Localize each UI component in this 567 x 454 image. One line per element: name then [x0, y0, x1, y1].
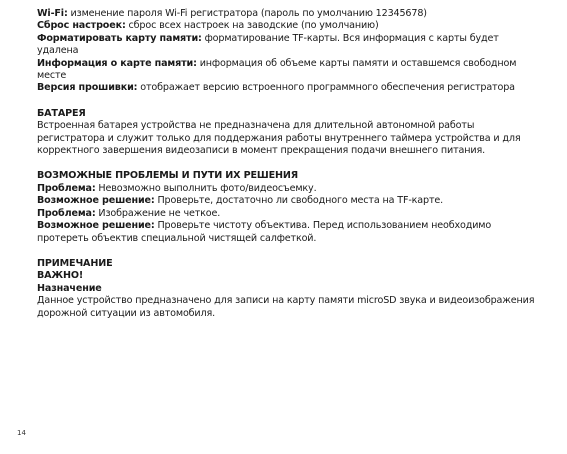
- solution-text: Проверьте чистоту объектива. Перед использованием необходимо протереть объектив специальной чистящей салфеткой.: [37, 220, 492, 244]
- setting-term: Сброс настроек:: [37, 20, 126, 32]
- solution-item: [37, 195, 537, 207]
- solution-text: Проверьте, достаточно ли свободного места на TF-карте.: [154, 195, 444, 207]
- setting-term: Wi-Fi:: [37, 8, 68, 19]
- important-heading: ВАЖНО!: [37, 270, 84, 282]
- setting-term: Информация о карте памяти:: [37, 57, 197, 69]
- troubleshooting-section: [37, 170, 537, 244]
- problem-item: [37, 183, 537, 195]
- setting-description: информация об объеме карты памяти и оставшемся свободном месте: [37, 57, 517, 82]
- battery-heading: БАТАРЕЯ: [37, 107, 86, 119]
- battery-text: Встроенная батарея устройства не предназначена для длительной автономной работы регистратора и служит только для поддержания работы внутреннего таймера устройства и для корректного завершения видеозаписи в момент прекращения подачи внешнего питания.: [37, 120, 521, 157]
- settings-list: [37, 8, 537, 95]
- purpose-text: Данное устройство предназначено для записи на карту памяти microSD звука и видеоизображения дорожной ситуации из автомобиля.: [37, 295, 535, 319]
- setting-format-card: [37, 33, 537, 58]
- manual-page: [37, 8, 537, 320]
- solution-term: Возможное решение:: [37, 195, 155, 207]
- problem-text: Невозможно выполнить фото/видеосъемку.: [95, 182, 317, 194]
- problem-term: Проблема:: [37, 182, 96, 194]
- problem-item: [37, 208, 537, 220]
- page-number: 14: [17, 429, 26, 437]
- setting-description: изменение пароля Wi-Fi регистратора (пароль по умолчанию 12345678): [67, 8, 427, 19]
- setting-firmware-version: [37, 82, 537, 94]
- setting-description: сброс всех настроек на заводские (по умолчанию): [125, 20, 379, 32]
- solution-item: [37, 220, 537, 245]
- setting-term: Версия прошивки:: [37, 82, 138, 94]
- battery-section: [37, 108, 537, 158]
- note-heading: ПРИМЕЧАНИЕ: [37, 257, 113, 269]
- setting-term: Форматировать карту памяти:: [37, 32, 202, 44]
- setting-wifi: [37, 8, 537, 20]
- setting-description: отображает версию встроенного программного обеспечения регистратора: [137, 82, 515, 94]
- note-section: [37, 258, 537, 320]
- problem-term: Проблема:: [37, 207, 96, 219]
- purpose-heading: Назначение: [37, 282, 102, 294]
- solution-term: Возможное решение:: [37, 220, 155, 232]
- problem-text: Изображение не четкое.: [95, 207, 221, 219]
- setting-card-info: [37, 58, 537, 83]
- troubleshooting-heading: ВОЗМОЖНЫЕ ПРОБЛЕМЫ И ПУТИ ИХ РЕШЕНИЯ: [37, 170, 298, 182]
- setting-description: форматирование TF-карты. Вся информация с карты будет удалена: [37, 32, 499, 57]
- setting-reset: [37, 20, 537, 32]
